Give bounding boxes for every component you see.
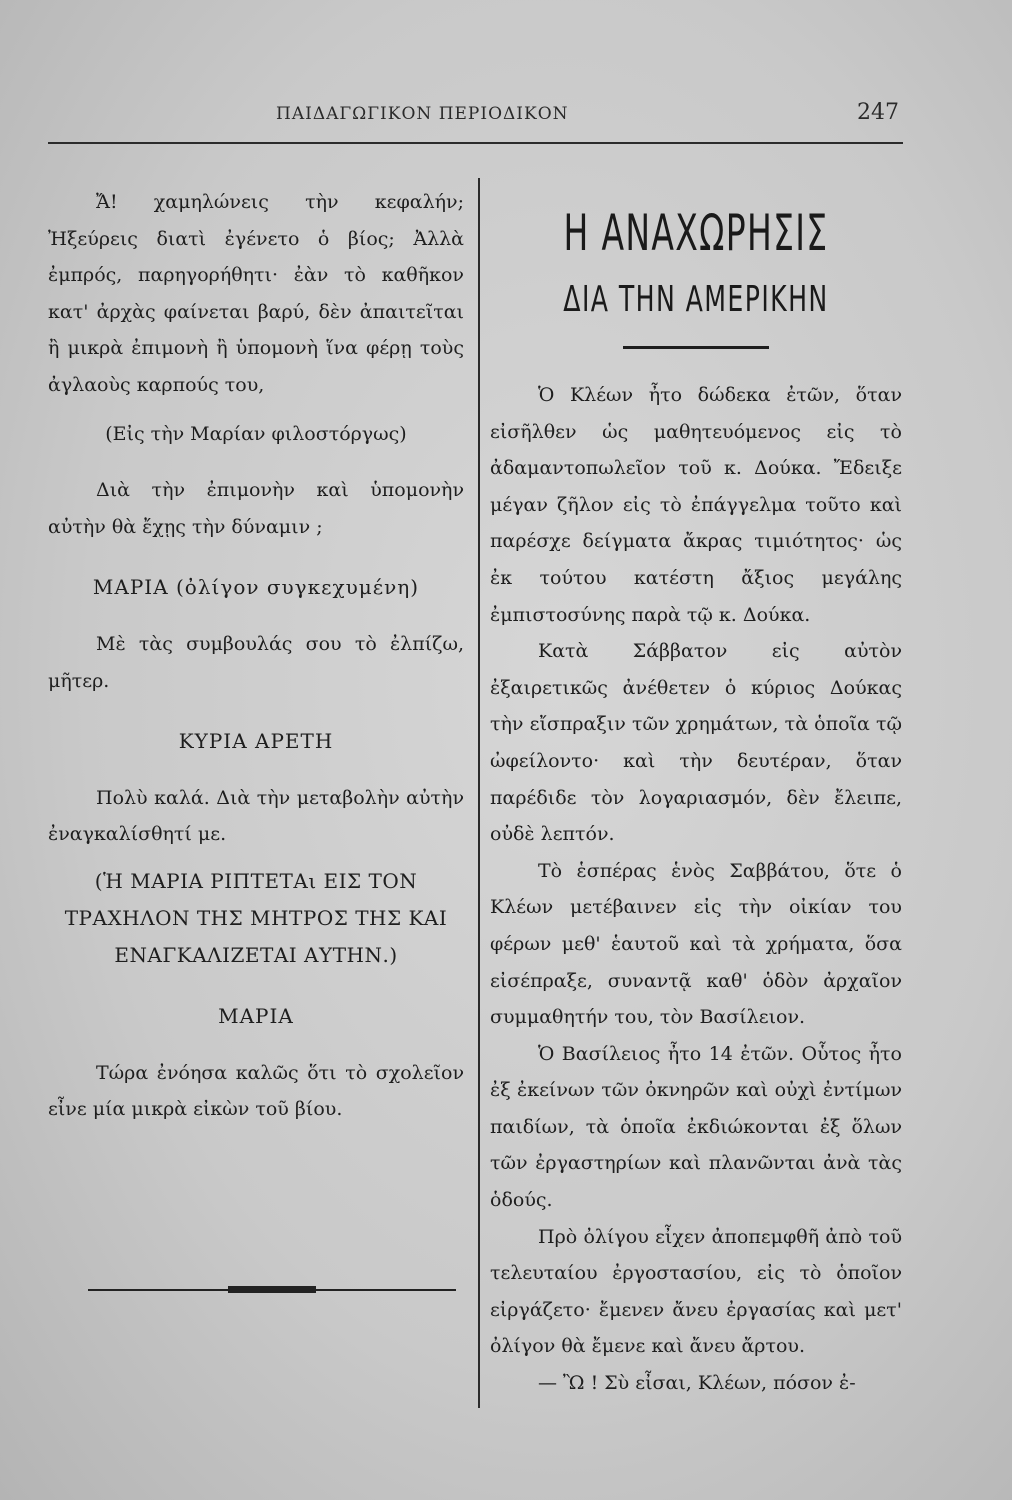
end-ornament-rule — [88, 1286, 456, 1294]
speaker-maria-1: ΜΑΡΙΑ (ὀλίγον συγκεχυμένη) — [92, 575, 420, 600]
title-rule — [623, 346, 769, 349]
stage-direction-2: (Ἡ ΜΑΡΙΑ ΡΙΠΤΕΤΑι ΕΙΣ ΤΟΝ ΤΡΑΧΗΛΟΝ ΤΗΣ ΜΗΤΡΟΣ ΤΗΣ ΚΑΙ ΕΝΑΓΚΑΛΙΖΕΤΑΙ ΑΥΤΗΝ.) — [64, 868, 448, 967]
left-paragraph-2: Διὰ τὴν ἐπιμονὴν καὶ ὑπομονὴν αὐτὴν θὰ ἔχῃς τὴν δύναμιν ; — [48, 479, 464, 538]
right-paragraph-2: Κατὰ Σάββατον εἰς αὐτὸν ἐξαιρετικῶς ἀνέθετεν ὁ κύριος Δούκας τὴν εἴσπραξιν τῶν χρημάτων, τὰ ὁποῖα τῷ ὠφείλοντο· καὶ τὴν δευτέραν, ὅταν παρέδιδε τὸν λογαριασμόν, δὲν ἔλειπε, οὐδὲ λεπτόν. — [490, 640, 902, 846]
left-paragraph-5: Τώρα ἐνόησα καλῶς ὅτι τὸ σχολεῖον εἶνε μία μικρὰ εἰκὼν τοῦ βίου. — [48, 1061, 464, 1121]
stage-direction-1: (Εἰς τὴν Μαρίαν φιλοστόργως) — [105, 422, 407, 445]
right-paragraph-4: Ὁ Βασίλειος ἦτο 14 ἐτῶν. Οὗτος ἦτο ἐξ ἐκείνων τῶν ὀκνηρῶν καὶ οὐχὶ ἐντίμων παιδίων, τὰ ὁποῖα ἐκδιώκονται ἐξ ὅλων τῶν ἐργαστηρίων καὶ πλανῶνται ἀνὰ τὰς ὁδούς. — [490, 1042, 902, 1212]
article-subtitle: ΔΙΑ ΤΗΝ ΑΜΕΡΙΚΗΝ — [563, 279, 829, 320]
left-paragraph-4: Πολὺ καλά. Διὰ τὴν μεταβολὴν αὐτὴν ἐναγκαλίσθητί με. — [48, 786, 464, 846]
page-header — [48, 100, 903, 134]
right-paragraph-5: Πρὸ ὀλίγου εἶχεν ἀποπεμφθῆ ἀπὸ τοῦ τελευταίου ἐργοστασίου, εἰς τὸ ὁποῖον εἰργάζετο· ἔμενεν ἄνευ ἐργασίας καὶ μετ' ὀλίγον θὰ ἔμενε καὶ ἄνευ ἄρτου. — [490, 1225, 902, 1358]
left-column — [48, 184, 464, 1128]
speaker-kyria-areti: ΚΥΡΙΑ ΑΡΕΤΗ — [178, 729, 334, 754]
header-rule — [48, 142, 903, 144]
left-paragraph-1: Ἄ! χαμηλώνεις τὴν κεφαλήν; Ἠξεύρεις διατὶ ἐγένετο ὁ βίος; Ἀλλὰ ἐμπρός, παρηγορήθητι· ἐὰν τὸ καθῆκον κατ' ἀρχὰς φαίνεται βαρύ, δὲν ἀπαιτεῖται ἢ μικρὰ ἐπιμονὴ ἢ ὑπομονὴ ἵνα φέρῃ τοὺς ἀγλαοὺς καρπούς του, — [48, 191, 464, 396]
right-column — [490, 198, 902, 1402]
speaker-maria-2: ΜΑΡΙΑ — [218, 1003, 294, 1028]
article-title: Η ΑΝΑΧΩΡΗΣΙΣ — [563, 204, 829, 262]
right-paragraph-1: Ὁ Κλέων ἦτο δώδεκα ἐτῶν, ὅταν εἰσῆλθεν ὡς μαθητευόμενος εἰς τὸ ἀδαμαντοπωλεῖον τοῦ κ. Δούκα. Ἔδειξε μέγαν ζῆλον εἰς τὸ ἐπάγγελμα τοῦτο καὶ παρέσχε δείγματα ἄκρας τιμιότητος· ὡς ἐκ τούτου κατέστη ἄξιος μεγάλης ἐμπιστοσύνης παρὰ τῷ κ. Δούκα. — [490, 384, 902, 626]
right-paragraph-3: Τὸ ἑσπέρας ἑνὸς Σαββάτου, ὅτε ὁ Κλέων μετέβαινεν εἰς τὴν οἰκίαν του φέρων μεθ' ἑαυτοῦ καὶ τὰ χρήματα, ὅσα εἰσέπραξε, συναντᾷ καθ' ὁδὸν ἀρχαῖον συμμαθητήν του, τὸν Βασίλειον. — [490, 859, 902, 1029]
left-paragraph-3: Μὲ τὰς συμβουλάς σου τὸ ἐλπίζω, μῆτερ. — [48, 632, 464, 692]
right-paragraph-6: — Ὢ ! Σὺ εἶσαι, Κλέων, πόσον ἐ- — [538, 1372, 856, 1395]
column-divider — [478, 178, 480, 1408]
page-number: 247 — [857, 100, 899, 125]
running-title: ΠΑΙΔΑΓΩΓΙΚΟΝ ΠΕΡΙΟΔΙΚΟΝ — [276, 104, 569, 124]
